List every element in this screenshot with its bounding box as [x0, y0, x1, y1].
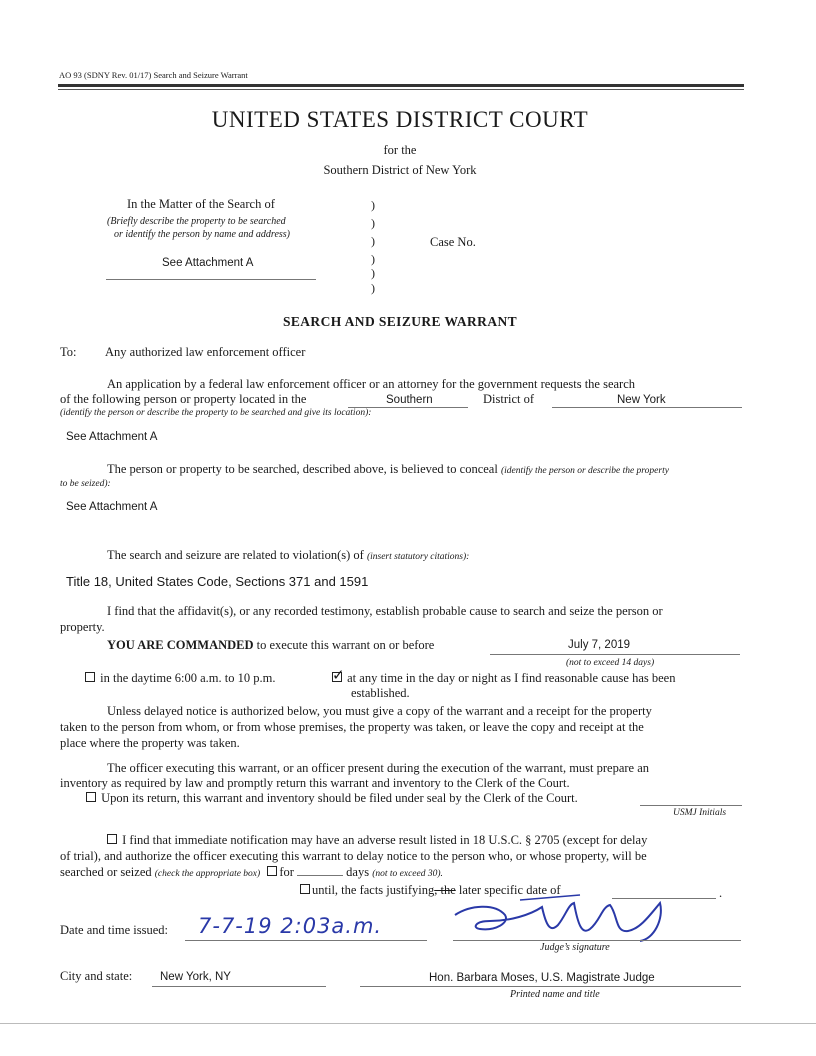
- footer-rule: [0, 1023, 816, 1024]
- notification-text-1: I find that immediate notification may have an adverse result listed in 18 U.S.C. § 2705 (except for delay: [122, 833, 648, 847]
- seal-option[interactable]: [86, 791, 578, 806]
- header-rule-thin: [58, 89, 744, 90]
- seal-label: Upon its return, this warrant and inventory should be filed under seal by the Clerk of the Court.: [101, 791, 578, 805]
- date-note: (not to exceed 14 days): [566, 658, 655, 668]
- state-value: New York: [617, 394, 666, 406]
- paren-5: ): [371, 266, 375, 280]
- anytime-label-1: at any time in the day or night as I find reasonable cause has been: [347, 671, 676, 685]
- notification-line-2: of trial), and authorize the officer executing this warrant to delay notice to the person who, or whose property, will be: [60, 849, 647, 863]
- check-mark-icon: ✓: [332, 666, 345, 684]
- until-text-b: later specific date of: [455, 883, 561, 897]
- matter-instruction-2: or identify the person by name and address): [114, 229, 290, 240]
- execute-by-date: July 7, 2019: [568, 639, 631, 651]
- until-struck: , the: [434, 883, 456, 897]
- probable-cause-line-1: I find that the affidavit(s), or any recorded testimony, establish probable cause to search and seize the person or: [107, 604, 663, 618]
- judge-name-underline: [360, 986, 741, 987]
- printed-name-label: Printed name and title: [510, 989, 600, 1000]
- matter-underline: [106, 279, 316, 280]
- inventory-line-1: The officer executing this warrant, or an officer present during the execution of the warrant, must prepare an: [107, 761, 650, 775]
- city-state-value: New York, NY: [160, 971, 231, 983]
- district-value: Southern: [386, 394, 433, 406]
- city-state-underline: [152, 986, 326, 987]
- violation-instruction: (insert statutory citations):: [366, 552, 470, 562]
- for-the: for the: [383, 143, 417, 157]
- inventory-line-2: inventory as required by law and promptly return this warrant and inventory to the Clerk of the Court.: [60, 776, 570, 790]
- check-note: (check the appropriate box): [154, 869, 261, 879]
- conceal-instruction-b: to be seized):: [60, 479, 111, 489]
- date-underline: [490, 654, 740, 655]
- notification-line-1: [107, 833, 647, 848]
- usmj-initials-label: USMJ Initials: [673, 808, 727, 818]
- anytime-label-2: established.: [351, 686, 410, 700]
- state-underline: [552, 407, 742, 408]
- for-days-checkbox[interactable]: [267, 866, 277, 876]
- usmj-underline: [640, 805, 742, 806]
- matter-instruction-1: (Briefly describe the property to be searched: [107, 216, 286, 227]
- commanded-rest: to execute this warrant on or before: [256, 638, 435, 652]
- case-no-label: Case No.: [430, 235, 476, 249]
- days-note: (not to exceed 30).: [372, 869, 443, 879]
- date-issued-value: 7-7-19 2:03a.m.: [198, 914, 383, 938]
- paren-2: ): [371, 216, 375, 230]
- commanded-bold: YOU ARE COMMANDED: [107, 638, 254, 652]
- probable-cause-line-2: property.: [60, 620, 105, 634]
- searched-seized-text: searched or seized: [60, 865, 152, 879]
- matter-heading: In the Matter of the Search of: [127, 197, 275, 211]
- violation-text-main: The search and seizure are related to violation(s) of: [107, 548, 364, 562]
- notification-line-3: [60, 865, 443, 880]
- application-value: See Attachment A: [66, 431, 158, 443]
- notification-checkbox[interactable]: [107, 834, 117, 844]
- anytime-option[interactable]: [332, 666, 676, 686]
- anytime-checkbox[interactable]: [332, 666, 345, 684]
- daytime-option[interactable]: [85, 671, 275, 686]
- violation-value: Title 18, United States Code, Sections 371 and 1591: [66, 574, 369, 589]
- court-title: UNITED STATES DISTRICT COURT: [211, 107, 589, 132]
- until-text-a: until, the facts justifying: [312, 883, 435, 897]
- matter-value: See Attachment A: [162, 257, 254, 269]
- paren-3: ): [371, 234, 375, 248]
- violation-text: [107, 548, 469, 563]
- until-checkbox[interactable]: [300, 884, 310, 894]
- form-id: AO 93 (SDNY Rev. 01/17) Search and Seizure Warrant: [59, 70, 248, 80]
- judge-printed-name: Hon. Barbara Moses, U.S. Magistrate Judge: [429, 972, 655, 984]
- city-state-label: City and state:: [60, 969, 133, 983]
- to-label: To:: [60, 345, 77, 359]
- to-value: Any authorized law enforcement officer: [105, 345, 306, 359]
- daytime-checkbox[interactable]: [85, 672, 95, 682]
- judge-signature-label: Judge’s signature: [540, 942, 610, 953]
- judge-signature-underline: [453, 940, 741, 941]
- seal-checkbox[interactable]: [86, 792, 96, 802]
- delayed-notice-line-3: place where the property was taken.: [60, 736, 240, 750]
- delayed-notice-line-2: taken to the person from whom, or from whose premises, the property was taken, or leave the copy and receipt at the: [60, 720, 644, 734]
- application-line-2: of the following person or property located in the: [60, 392, 307, 406]
- header-rule: [58, 84, 744, 87]
- application-instruction: (identify the person or describe the property to be searched and give its location):: [60, 408, 372, 418]
- paren-4: ): [371, 252, 375, 266]
- warrant-title: SEARCH AND SEIZURE WARRANT: [282, 314, 518, 329]
- conceal-instruction-a: (identify the person or describe the property: [500, 466, 669, 476]
- paren-6: ): [371, 281, 375, 295]
- application-line-1: An application by a federal law enforcement officer or an attorney for the government requests the search: [107, 377, 636, 391]
- date-issued-underline: [185, 940, 427, 941]
- days-blank[interactable]: [297, 875, 343, 876]
- conceal-text-main: The person or property to be searched, described above, is believed to conceal: [107, 462, 498, 476]
- for-label: for: [279, 865, 294, 879]
- conceal-text: [107, 462, 669, 477]
- commanded-text: [107, 638, 434, 653]
- days-label: days: [346, 865, 370, 879]
- district-label: District of: [483, 392, 535, 406]
- conceal-value: See Attachment A: [66, 501, 158, 513]
- until-period: .: [719, 886, 723, 900]
- delayed-notice-line-1: Unless delayed notice is authorized below, you must give a copy of the warrant and a receipt for the property: [107, 704, 652, 718]
- district-name: Southern District of New York: [323, 163, 477, 177]
- daytime-label: in the daytime 6:00 a.m. to 10 p.m.: [100, 671, 276, 685]
- date-issued-label: Date and time issued:: [60, 923, 168, 937]
- paren-1: ): [371, 198, 375, 212]
